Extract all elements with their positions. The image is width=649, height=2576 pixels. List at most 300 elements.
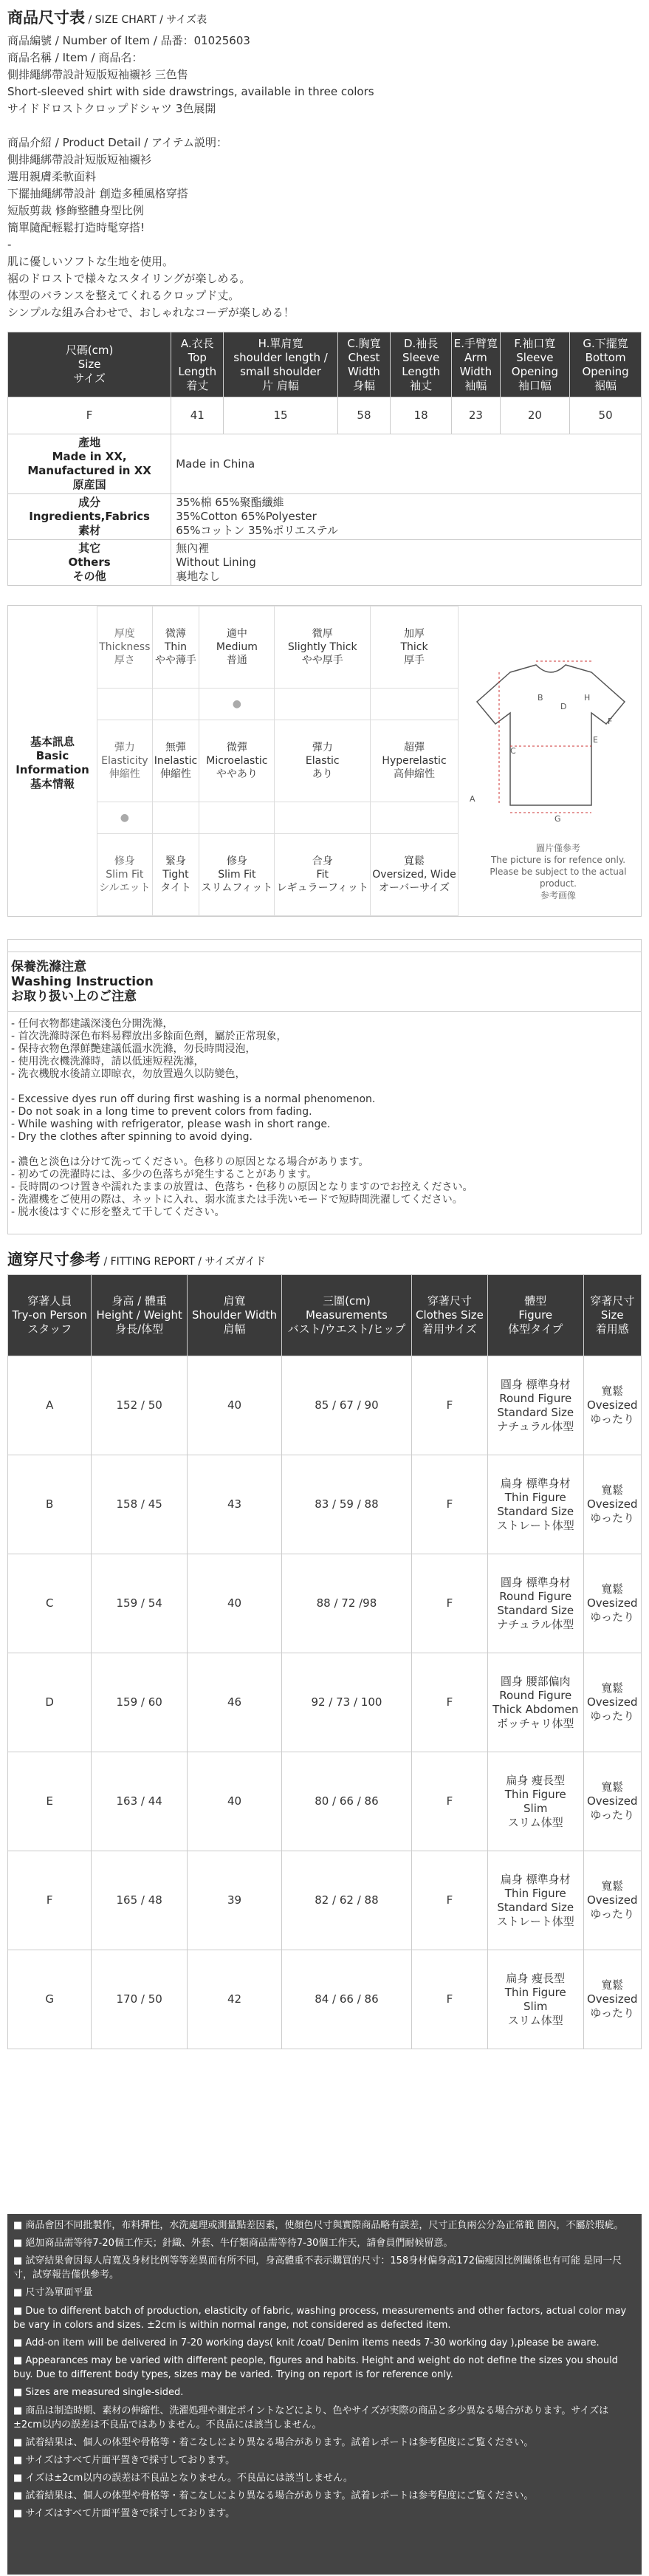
size-cell: 18 — [391, 397, 452, 434]
fabric-option — [275, 834, 371, 916]
fit-cell: 40 — [187, 1554, 281, 1653]
note-item: ■ サイズはすべて片面平置きで採寸しております。 — [13, 2455, 236, 2466]
intro-line: 側排繩綁帶設計短版短袖襯衫 — [7, 153, 152, 166]
fabric-info — [7, 605, 642, 917]
fit-cell: 42 — [187, 1950, 281, 2049]
fit-cell: F — [8, 1851, 92, 1950]
size-header — [8, 332, 171, 397]
fit-header-line: バスト/ウエスト/ヒップ — [287, 1322, 406, 1336]
fabric-option-line: 緊身 — [165, 855, 186, 868]
wash-en-line: - Do not soak in a long time to prevent colors from fading. — [11, 1106, 312, 1118]
diagram-letter: H — [584, 693, 591, 703]
fabric-dot — [275, 802, 371, 833]
size-cell: 20 — [500, 397, 570, 434]
origin-value: Made in China — [171, 434, 642, 494]
fit-cell: 152 / 50 — [92, 1356, 188, 1455]
size-header — [224, 332, 338, 397]
others-value-line: 裏地なし — [176, 570, 221, 583]
product-line: Short-sleeved shirt with side drawstrings, available in three colors — [7, 85, 374, 98]
fit-header-line: 身高 / 體重 — [111, 1294, 167, 1308]
fit-header — [8, 1275, 92, 1356]
material-value-line: 35%Cotton 65%Polyester — [176, 510, 317, 523]
fabric-dot — [152, 802, 199, 833]
diagram-letter: B — [538, 693, 543, 703]
fabric-option — [152, 834, 199, 916]
fit-figure-line: ストレート体型 — [496, 1914, 574, 1928]
fit-feel-line: ゆったり — [590, 2006, 635, 2020]
fabric-option-line: やや厚手 — [301, 654, 343, 666]
fit-cell: 88 / 72 /98 — [282, 1554, 412, 1653]
fit-figure-line: Thin Figure — [504, 1886, 566, 1900]
wash-zh-line: - 保持衣物色澤鮮艷建議低溫水洗滌，勿長時間浸泡， — [11, 1043, 256, 1055]
note-item: ■ 商品會因不同批製作，布料彈性，水洗處理或測量點差因素，使顏色尺寸與實際商品略有誤差，尺寸正負兩公分為正常範 圍內，不屬於瑕疵。 — [13, 2220, 624, 2231]
size-header — [570, 332, 642, 397]
fit-figure-line: 扁身 瘦長型 — [506, 1773, 566, 1787]
table-row — [8, 1950, 642, 2049]
fit-figure-line: Thin Figure — [504, 1985, 566, 1999]
fit-feel-line: Ovesized — [586, 1794, 638, 1808]
product-line: 側排繩綁帶設計短版短袖襯衫 三色售 — [7, 68, 188, 81]
fit-feel-line: ゆったり — [590, 1907, 635, 1921]
fabric-dot — [275, 688, 371, 720]
fit-cell: E — [8, 1752, 92, 1851]
size-header-line: 着丈 — [186, 378, 209, 392]
fabric-row-label — [97, 720, 153, 802]
fit-header — [92, 1275, 188, 1356]
fit-cell: F — [411, 1752, 487, 1851]
note-item: ■ 絕加商品需等待7-20個工作天；針織、外套、牛仔類商品需等待7-30個工作天，請會員們耐候留意。 — [13, 2238, 453, 2249]
diagram-letter: D — [560, 702, 567, 711]
fitting-title: 適穿尺寸參考 / FITTING REPORT / サイズガイド — [7, 1251, 266, 1268]
size-header-line: A.衣長 — [180, 336, 214, 350]
fit-cell: F — [411, 1554, 487, 1653]
fabric-option-line: スリムフィット — [201, 882, 273, 895]
fit-cell: A — [8, 1356, 92, 1455]
wash-zh-line: - 任何衣物都建議深淺色分開洗滌， — [11, 1018, 174, 1030]
fit-cell: 82 / 62 / 88 — [282, 1851, 412, 1950]
fit-header — [411, 1275, 487, 1356]
fabric-option-line: オーバーサイズ — [378, 882, 450, 895]
fabric-option — [152, 607, 199, 689]
table-row — [8, 1653, 642, 1752]
fabric-option-line: 彈力 — [312, 741, 333, 754]
fit-figure-line: Standard Size — [497, 1900, 574, 1914]
fit-feel-line: Ovesized — [586, 1695, 638, 1709]
spacer — [11, 1144, 638, 1156]
size-header-line: G.下擺寬 — [583, 336, 628, 350]
fabric-dot-spacer: ● — [97, 802, 153, 833]
fabric-option-line: 合身 — [312, 855, 333, 868]
fit-feel-line: Ovesized — [586, 1893, 638, 1907]
fit-header-line: 肩寬 — [223, 1294, 246, 1308]
fabric-option-line: Tight — [162, 869, 189, 881]
fabric-option-line: レギュラーフィット — [276, 882, 368, 895]
fabric-option-line: 修身 — [226, 855, 247, 868]
fit-cell: 159 / 60 — [92, 1653, 188, 1752]
fabric-option-line: 適中 — [226, 627, 247, 640]
fit-feel — [583, 1653, 642, 1752]
size-header-line: 身幅 — [352, 378, 375, 392]
washing-instruction — [7, 939, 642, 1234]
size-header — [391, 332, 452, 397]
fabric-option-line: Elastic — [305, 754, 340, 767]
fit-figure-line: ナチュラル体型 — [497, 1419, 574, 1433]
fit-cell: C — [8, 1554, 92, 1653]
size-header-line: 尺碼(cm) — [65, 344, 114, 357]
table-row — [8, 1356, 642, 1455]
intro-line: 裾のドロストで様々なスタイリングが楽しめる。 — [7, 272, 251, 285]
note-item: ■ 試着結果は、個人の体型や骨格等・着こなしにより異なる場合があります。試着レポートは参考程度にご覧ください。 — [13, 2437, 534, 2448]
fit-feel-line: 寬鬆 — [601, 1780, 624, 1794]
fit-cell: 84 / 66 / 86 — [282, 1950, 412, 2049]
fabric-option-line: Hyperelastic — [382, 754, 447, 767]
product-line: サイドドロストクロップドシャツ 3色展開 — [7, 102, 216, 115]
fit-figure-line: 圓身 標準身材 — [500, 1575, 571, 1589]
wash-zh-line: - 使用洗衣機洗滌時，請以低速短程洗滌， — [11, 1056, 205, 1067]
fabric-label-line: Thickness — [99, 640, 151, 653]
product-line: 商品編號 / Number of Item / 品番：01025603 — [7, 34, 250, 47]
washing-title-line: 保養洗滌注意 — [11, 960, 86, 974]
fit-figure — [488, 1653, 583, 1752]
fit-cell: 83 / 59 / 88 — [282, 1455, 412, 1554]
fit-cell: 92 / 73 / 100 — [282, 1653, 412, 1752]
fabric-option — [371, 607, 459, 689]
fabric-option-line: Medium — [216, 640, 258, 653]
others-label-line: 其它 — [78, 541, 101, 555]
fabric-option — [275, 607, 371, 689]
table-row — [8, 1851, 642, 1950]
fit-figure-line: Standard Size — [497, 1405, 574, 1419]
fabric-option-line: 微薄 — [165, 627, 186, 640]
fit-feel — [583, 1554, 642, 1653]
fit-feel-line: ゆったり — [590, 1511, 635, 1525]
note-item: ■ 試穿結果會因每人肩寬及身材比例等等差異而有所不同，身高體重不表示購買的尺寸：158身材偏身高172偏瘦因比例關係也有可能 是同一尺寸，試穿報告僅供參考。 — [13, 2255, 622, 2281]
fit-figure-line: スリム体型 — [507, 2013, 563, 2027]
fabric-option-line: 高伸縮性 — [394, 768, 436, 780]
fit-figure-line: 扁身 瘦長型 — [506, 1971, 566, 1985]
fit-figure-line: スリム体型 — [507, 1815, 563, 1829]
size-header-line: サイズ — [73, 372, 106, 385]
fit-feel-line: ゆったり — [590, 1412, 635, 1426]
size-header-line: shoulder length / small shoulder — [233, 350, 328, 378]
fit-cell: 39 — [187, 1851, 281, 1950]
intro-line: - — [7, 238, 12, 251]
product-lines — [7, 33, 642, 117]
fit-cell: 46 — [187, 1653, 281, 1752]
fit-header-line: Shoulder Width — [191, 1308, 278, 1322]
size-header-line: Size — [78, 358, 101, 371]
fit-feel-line: 寬鬆 — [601, 1384, 624, 1398]
note-item: ■ イズは±2cm以内の誤差は不良品となりません。不良品には該当しません。 — [13, 2473, 353, 2484]
origin-label-line: Made in XX, Manufactured in XX — [27, 450, 151, 477]
note-item: ■ Sizes are measured single-sided. — [13, 2387, 184, 2398]
fit-header-line: 體型 — [524, 1294, 547, 1308]
size-cell: 50 — [570, 397, 642, 434]
material-label-line: Ingredients,Fabrics — [29, 510, 150, 523]
fabric-option-line: Slightly Thick — [287, 640, 357, 653]
size-header-line: F.袖口寬 — [514, 336, 556, 350]
fabric-label-line: Slim Fit — [106, 869, 144, 881]
wash-ja-line: - 濃色と淡色は分けて洗ってください。色移りの原因となる場合があります。 — [11, 1156, 369, 1168]
fit-cell: B — [8, 1455, 92, 1554]
fit-feel-line: ゆったり — [590, 1709, 635, 1723]
fabric-option-line: タイト — [160, 882, 191, 895]
fit-figure — [488, 1950, 583, 2049]
fit-figure-line: Round Figure — [499, 1589, 572, 1603]
fitting-table — [7, 1274, 642, 2049]
table-row — [8, 1752, 642, 1851]
fabric-option-line: Microelastic — [206, 754, 268, 767]
fabric-option-line: 微厚 — [312, 627, 333, 640]
size-cell: 58 — [337, 397, 390, 434]
size-header-line: Arm Width — [459, 350, 492, 378]
fit-figure-line: 扁身 標準身材 — [500, 1476, 571, 1490]
fabric-grid — [97, 606, 459, 916]
fabric-dot — [199, 802, 275, 833]
wash-ja-line: - 洗濯機をご使用の際は、ネットに入れ、弱水流または手洗いモードで短時間洗濯してください。 — [11, 1194, 463, 1206]
fabric-option-line: Slim Fit — [218, 869, 256, 881]
fit-feel-line: 寬鬆 — [601, 1483, 624, 1497]
fit-feel-line: 寬鬆 — [601, 1681, 624, 1695]
size-chart-title: 商品尺寸表 / SIZE CHART / サイズ表 — [7, 9, 207, 27]
fit-figure-line: Thin Figure — [504, 1490, 566, 1504]
intro-line: 体型のバランスを整えてくれるクロップド丈。 — [7, 289, 240, 302]
fit-cell: 163 / 44 — [92, 1752, 188, 1851]
size-cell: 41 — [171, 397, 224, 434]
basic-info-line: 基本訊息 — [30, 735, 75, 748]
fit-header-line: 肩幅 — [223, 1322, 246, 1336]
fit-figure-line: Slim — [523, 1999, 548, 2013]
fabric-dot — [152, 688, 199, 720]
size-header-line: Sleeve Length — [402, 350, 440, 378]
diagram-letter: F — [608, 717, 613, 726]
size-header-line: D.袖長 — [403, 336, 439, 350]
fabric-option — [199, 834, 275, 916]
size-cell: 23 — [452, 397, 501, 434]
fit-cell: 43 — [187, 1455, 281, 1554]
fabric-dot-spacer — [97, 688, 153, 720]
fit-figure — [488, 1455, 583, 1554]
fit-cell: 40 — [187, 1752, 281, 1851]
table-row — [8, 1455, 642, 1554]
note-item: ■ Appearances may be varied with different people, figures and habits. Height and weight do not define the sizes you should buy. Due to different body types, sizes may be varied. Trying on report is for reference only. — [13, 2355, 618, 2380]
fit-figure-line: ボッチャリ体型 — [496, 1716, 574, 1730]
basic-info-line: Information — [16, 763, 89, 776]
size-header-line: 片 肩幅 — [262, 378, 299, 392]
others-label-line: Others — [68, 556, 111, 569]
basic-info-line: Basic — [35, 749, 69, 762]
spacer — [11, 1081, 638, 1093]
fabric-option-line: あり — [312, 768, 333, 780]
fit-feel-line: Ovesized — [586, 1398, 638, 1412]
fit-header-line: 穿著尺寸 — [427, 1294, 472, 1308]
others-label — [8, 540, 171, 586]
fit-header-line: Height / Weight — [96, 1308, 182, 1322]
fit-figure — [488, 1554, 583, 1653]
size-header-line: E.手臂寬 — [453, 336, 498, 350]
fit-header-line: 三圍(cm) — [323, 1294, 371, 1308]
diagram-caption-line: The picture is for refence only. Please be subject to the actual product. — [490, 855, 627, 889]
fit-cell: F — [411, 1653, 487, 1752]
fit-header — [488, 1275, 583, 1356]
intro-line: 下擺抽繩綁帶設計 創造多種風格穿搭 — [7, 187, 188, 200]
wash-ja-line: - 初めての洗濯時には、多少の色落ちが発生することがあります。 — [11, 1169, 317, 1181]
diagram-letter: G — [554, 814, 561, 824]
fit-header-line: Size — [600, 1308, 624, 1322]
others-value-line: 無內裡 — [176, 541, 210, 555]
fabric-option-line: Thin — [164, 640, 188, 653]
fit-cell: F — [411, 1356, 487, 1455]
fit-figure-line: Round Figure — [499, 1391, 572, 1405]
fabric-option-line: Oversized, Wide — [372, 869, 456, 881]
fit-feel-line: ゆったり — [590, 1610, 635, 1624]
fabric-option-line: 伸縮性 — [159, 768, 191, 780]
fabric-option-line: 微彈 — [226, 741, 247, 754]
fit-feel-line: Ovesized — [586, 1497, 638, 1511]
fit-figure-line: Thin Figure — [504, 1787, 566, 1801]
fit-header — [282, 1275, 412, 1356]
fabric-option-line: 超彈 — [404, 741, 425, 754]
fit-cell: G — [8, 1950, 92, 2049]
fit-cell: 85 / 67 / 90 — [282, 1356, 412, 1455]
wash-ja-line: - 脱水後はすぐに形を整えて干してください。 — [11, 1206, 225, 1218]
fit-figure-line: Round Figure — [499, 1688, 572, 1702]
fabric-option-line: Inelastic — [154, 754, 198, 767]
fit-feel — [583, 1455, 642, 1554]
diagram-caption-line: 参考画像 — [540, 890, 576, 901]
fabric-label-line: 厚さ — [114, 654, 135, 666]
fit-header-line: 穿著人員 — [27, 1294, 72, 1308]
size-table — [7, 332, 642, 586]
fit-header-line: 着用感 — [595, 1322, 629, 1336]
diagram-caption-line: 圖片僅參考 — [535, 843, 580, 853]
fabric-option-line: 寬鬆 — [404, 855, 425, 868]
fit-figure-line: Thick Abdomen — [492, 1702, 579, 1716]
shirt-diagram-icon — [466, 657, 636, 820]
note-item: ■ 試着結果は、個人の体型や骨格等・着こなしにより異なる場合があります。試着レポートは参考程度にご覧ください。 — [13, 2490, 534, 2501]
intro-line: 簡單隨配輕鬆打造時髦穿搭! — [7, 221, 145, 234]
fit-feel — [583, 1851, 642, 1950]
fit-cell: F — [411, 1950, 487, 2049]
fabric-label-line: 伸縮性 — [109, 768, 140, 780]
size-cell: 15 — [224, 397, 338, 434]
size-header-line: Sleeve Opening — [511, 350, 559, 378]
origin-label — [8, 434, 171, 494]
size-header-line: H.單肩寬 — [258, 336, 303, 350]
page — [7, 0, 642, 2519]
fit-header-line: 着用サイズ — [422, 1322, 477, 1336]
intro-line: 肌に優しいソフトな生地を使用。 — [7, 255, 174, 268]
fit-cell: 165 / 48 — [92, 1851, 188, 1950]
size-header-line: 裾幅 — [594, 378, 617, 392]
fit-cell: F — [411, 1455, 487, 1554]
fabric-option-line: ややあり — [216, 768, 258, 780]
fabric-label-line: Elasticity — [101, 754, 148, 767]
fit-header-line: 身長/体型 — [115, 1322, 164, 1336]
others-value-line: Without Lining — [176, 556, 256, 569]
wash-en-line: - Excessive dyes run off during first washing is a normal phenomenon. — [11, 1093, 376, 1105]
fit-feel-line: Ovesized — [586, 1596, 638, 1610]
wash-en-line: - While washing with refrigerator, please wash in short range. — [11, 1118, 331, 1130]
fabric-option-line: 普通 — [226, 654, 247, 666]
diagram-caption — [481, 842, 636, 901]
fit-figure-line: 圓身 腰部偏肉 — [500, 1674, 571, 1688]
size-header-line: 袖口幅 — [518, 378, 552, 392]
intro-line: 商品介紹 / Product Detail / アイテム説明： — [7, 136, 227, 149]
intro-line: 選用親膚柔軟面料 — [7, 170, 97, 183]
note-item: ■ 尺寸為單面平量 — [13, 2287, 93, 2298]
fabric-option-line: 厚手 — [404, 654, 425, 666]
fit-feel-line: 寬鬆 — [601, 1879, 624, 1893]
diagram-letter: C — [510, 746, 516, 756]
fabric-dot — [371, 802, 459, 833]
fabric-dot — [371, 688, 459, 720]
note-item: ■ サイズはすべて片面平置きで採寸しております。 — [13, 2508, 236, 2519]
fit-header-line: Figure — [518, 1308, 553, 1322]
fit-feel-line: ゆったり — [590, 1808, 635, 1822]
material-label — [8, 494, 171, 540]
size-header-line: 袖幅 — [464, 378, 487, 392]
fit-feel-line: 寬鬆 — [601, 1978, 624, 1992]
fit-figure-line: 扁身 標準身材 — [500, 1872, 571, 1886]
fabric-option — [199, 607, 275, 689]
fit-feel — [583, 1950, 642, 2049]
basic-info-line: 基本情報 — [30, 777, 75, 790]
origin-label-line: 產地 — [78, 436, 101, 449]
fit-figure — [488, 1851, 583, 1950]
size-header — [452, 332, 501, 397]
origin-label-line: 原産国 — [72, 478, 106, 491]
diagram-letter: A — [470, 794, 475, 804]
wash-ja-line: - 長時間のつけ置きや濡れたままの放置は、色落ち・色移りの原因となりますのでお控えください。 — [11, 1181, 473, 1193]
fit-header-line: スタッフ — [27, 1322, 72, 1336]
fabric-row-label — [97, 607, 153, 689]
fit-header-line: Clothes Size — [415, 1308, 484, 1322]
fit-figure-line: Standard Size — [497, 1504, 574, 1518]
fabric-option-line: 加厚 — [404, 627, 425, 640]
washing-title — [8, 952, 641, 1012]
size-cell: F — [8, 397, 171, 434]
fit-figure — [488, 1356, 583, 1455]
fabric-label-line: 彈力 — [114, 741, 135, 754]
fit-figure-line: ストレート体型 — [496, 1518, 574, 1532]
notes-box — [7, 2214, 642, 2575]
fit-header — [187, 1275, 281, 1356]
fit-header-line: Try-on Person — [12, 1308, 87, 1322]
material-label-line: 素材 — [78, 524, 101, 537]
fit-header-line: Measurements — [306, 1308, 388, 1322]
washing-title-line: Washing Instruction — [11, 974, 154, 989]
fit-cell: 158 / 45 — [92, 1455, 188, 1554]
basic-info-label — [8, 735, 97, 791]
fit-feel-line: Ovesized — [586, 1992, 638, 2006]
washing-title-line: お取り扱い上のご注意 — [11, 989, 137, 1004]
material-value — [171, 494, 642, 540]
fabric-label-line: 厚度 — [114, 627, 135, 640]
size-header — [171, 332, 224, 397]
fit-feel-line: 寬鬆 — [601, 1582, 624, 1596]
washing-body — [8, 1012, 641, 1225]
fit-cell: 159 / 54 — [92, 1554, 188, 1653]
wash-zh-line: - 首次洗滌時深色布料易釋放出多餘面色劑，屬於正常現象， — [11, 1031, 287, 1042]
others-value — [171, 540, 642, 586]
fabric-option-line: やや薄手 — [154, 654, 196, 666]
fabric-option-line: Fit — [316, 869, 329, 881]
note-item: ■ Add-on item will be delivered in 7-20 working days( knit /coat/ Denim items needs 7-30 working day ),please be aware. — [13, 2337, 600, 2348]
fit-figure-line: 圓身 標準身材 — [500, 1377, 571, 1391]
fit-feel — [583, 1356, 642, 1455]
intro-line: 短版剪裁 修飾整體身型比例 — [7, 204, 144, 217]
